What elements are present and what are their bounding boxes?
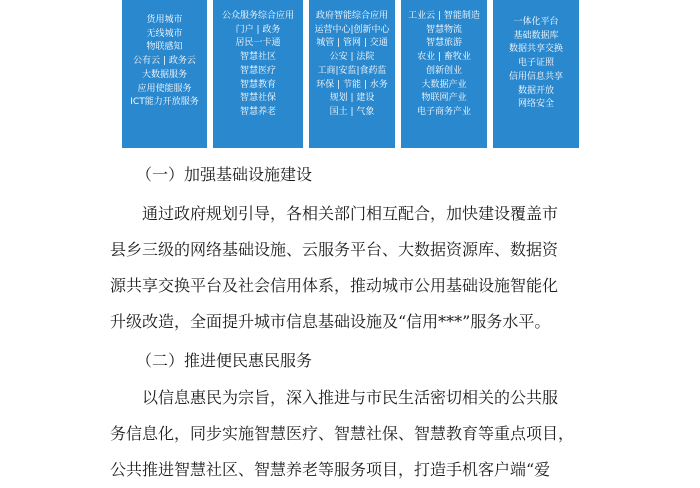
section-paragraph-2: [110, 380, 592, 488]
paragraph-line: 以信息惠民为宗旨，深入推进与市民生活密切相关的公共服: [142, 388, 559, 407]
section-heading-1: （一）加强基础设施建设: [136, 165, 313, 184]
diagram-item: 智慧社保: [239, 93, 276, 104]
diagram-item: 环保 | 节能 | 水务: [316, 79, 388, 90]
diagram-item: ICT能力开放服务: [130, 97, 199, 108]
diagram-item: 一体化平台: [513, 17, 559, 27]
diagram-item: 工业云 | 智能制造: [408, 11, 480, 21]
diagram-item: 智慧医疗: [239, 65, 276, 76]
diagram-item: 大数据服务: [141, 69, 187, 80]
diagram-item: 公众服务综合应用: [221, 11, 294, 21]
diagram-item: 政府智能综合应用: [315, 11, 388, 21]
diagram-item: 规划 | 建设: [329, 93, 375, 104]
diagram-item: 货用城市: [146, 15, 183, 25]
diagram-item: 大数据产业: [421, 79, 467, 90]
diagram-column-infrastructure: [122, 0, 207, 148]
section-heading-2: （二）推进便民惠民服务: [136, 351, 313, 370]
diagram-item: 城管 | 管网 | 交通: [316, 38, 388, 49]
paragraph-line: 通过政府规划引导，各相关部门相互配合，加快建设覆盖市: [142, 204, 559, 223]
diagram-item: 农业 | 畜牧业: [417, 52, 471, 63]
diagram-item: 智慧社区: [239, 52, 276, 63]
diagram-item: 无线城市: [146, 28, 183, 39]
paragraph-line: 升级改造，全面提升城市信息基础设施及“信用***”服务水平。: [110, 312, 551, 331]
diagram-item: 门户 | 政务: [235, 24, 281, 35]
diagram-item: 居民一卡通: [235, 38, 281, 49]
diagram-item: 运营中心|创新中心: [314, 24, 390, 35]
paragraph-line: 县乡三级的网络基础设施、云服务平台、大数据资源库、数据资: [110, 240, 559, 259]
diagram-item: 智慧教育: [239, 79, 276, 90]
diagram-column-industry: [401, 0, 487, 148]
diagram-item: 物联网产业: [421, 93, 467, 104]
diagram-item: 国土 | 气象: [329, 106, 375, 117]
diagram-item: 创新创业: [425, 65, 462, 76]
diagram-item: 智慧物流: [425, 24, 462, 35]
diagram-item: 应用使能服务: [137, 83, 192, 94]
diagram-item: 数据共享交换: [508, 44, 563, 55]
diagram-item: 公有云 | 政务云: [133, 56, 196, 67]
paragraph-line: 源共享交换平台及社会信用体系，推动城市公用基础设施智能化: [110, 276, 559, 295]
paragraph-line: 务信息化，同步实施智慧医疗、智慧社保、智慧教育等重点项目，: [110, 424, 575, 443]
diagram-item: 基础数据库: [513, 30, 559, 41]
diagram-item: 网络安全: [517, 99, 554, 110]
diagram-item: 智慧养老: [239, 106, 276, 117]
section-paragraph-1: [110, 196, 592, 340]
diagram-item: 数据开放: [517, 85, 554, 96]
smart-city-diagram: [122, 0, 579, 148]
diagram-item: 智慧旅游: [425, 38, 462, 49]
diagram-item: 工商|安监|食药监: [317, 65, 387, 76]
diagram-item: 公安 | 法院: [329, 52, 375, 63]
diagram-column-government: [309, 0, 395, 148]
diagram-item: 电子商务产业: [416, 106, 471, 117]
diagram-column-public-services: [213, 0, 303, 148]
diagram-column-platform: [493, 0, 579, 148]
diagram-item: 物联感知: [146, 42, 183, 53]
diagram-item: 电子证照: [517, 58, 554, 69]
diagram-item: 信用信息共享: [508, 71, 563, 82]
paragraph-line: 公共推进智慧社区、智慧养老等服务项目，打造手机客户端“爱: [110, 460, 551, 479]
